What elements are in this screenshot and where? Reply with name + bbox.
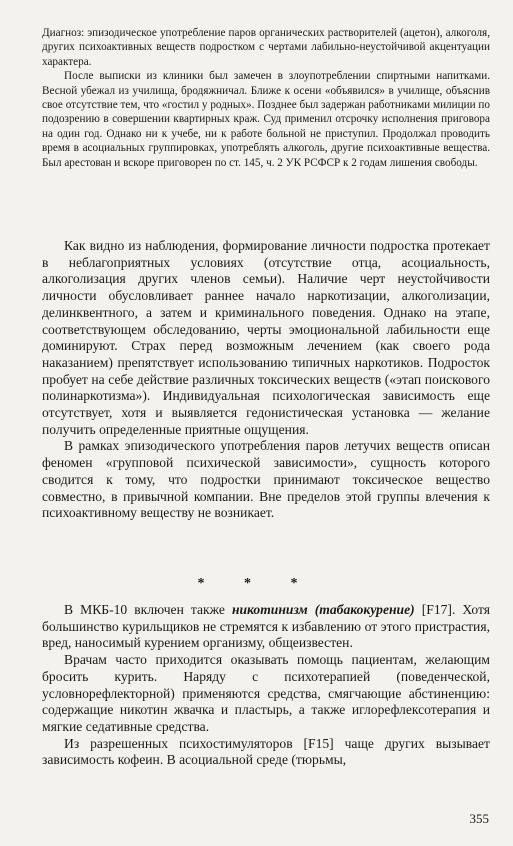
case-followup-paragraph: После выписки из клиники был замечен в злоупотреблении спиртными напитками. Весной убежал из училища, бродяжничал. Ближе к осени «объявился» в училище, объяснив свое отсутствие тем, что «гостил у родных». Позднее был задержан работниками милиции по подозрению в совершении квартирных краж. Суд применил отсрочку исполнения приговора на один год. Однако ни к учебе, ни к работе больной не приступил. Продолжал проводить время в асоциальных группировках, употреблять алкоголь, другие психоактивные вещества. Был арестован и вскоре приговорен по ст. 145, ч. 2 УК РСФСР к 2 годам лишения свободы. [42,70,490,169]
main-paragraph: Как видно из наблюдения, формирование личности подростка протекает в неблагоприятных условиях (отсутствие отца, асоциальность, алкоголизация других членов семьи). Наличие черт неустойчивости личности обусловливает раннее начало наркотизации, алкоголизации, делинквентного, а затем и криминального поведения. Однако на этапе, соответствующем обследованию, черты эмоциональной лабильности еще доминируют. Страх перед возможным лечением (как своего рода наказанием) препятствует использованию типичных наркотиков. Подросток пробует на себе действие различных токсических веществ («этап поискового полинаркотизма»). Индивидуальная психологическая зависимость еще отсутствует, хотя и выявляется гедонистическая установка — желание получить определенные приятные ощущения. [42,238,490,437]
stimulants-paragraph: Из разрешенных психостимуляторов [F15] чаще других вызывает зависимость кофеин. В асоциальной среде (тюрьмы, [42,735,490,768]
main-paragraph: В рамках эпизодического употребления паров летучих веществ описан феномен «групповой психической зависимости», сущность которого сводится к тому, что подростки принимают токсическое вещество совместно, в привычной компании. Вне пределов этой группы влечения к психоактивному веществу не возникает. [42,438,490,521]
case-diagnosis-paragraph: Диагноз: эпизодическое употребление паров органических растворителей (ацетон), алкоголя, других психоактивных веществ подростком с чертами лабильно-неустойчивой акцентуации характера. [42,27,490,68]
page-number: 355 [469,811,489,826]
case-record-block [42,26,490,170]
text-run: [F17]. Хотя большинство курильщиков не стремятся к избавлению от этого пристрастия, вред, наносимый курением организму, общеизвестен. [42,602,490,651]
text-run: В МКБ-10 включен также [64,602,232,617]
emphasized-term: никотинизм (табакокурение) [231,602,415,617]
treatment-paragraph: Врачам часто приходится оказывать помощь пациентам, желающим бросить курить. Наряду с психотерапией (поведенческой, условнорефлекторной) применяются средства, смягчающие абстиненцию: содержащие никотин жвачка и пластырь, а также иглорефлексотерапия и мягкие седативные средства. [42,652,490,734]
nicotine-paragraph [42,602,490,652]
main-text-block [42,238,490,522]
section-separator: * * * [197,576,316,591]
section-nicotine-block [42,602,490,769]
